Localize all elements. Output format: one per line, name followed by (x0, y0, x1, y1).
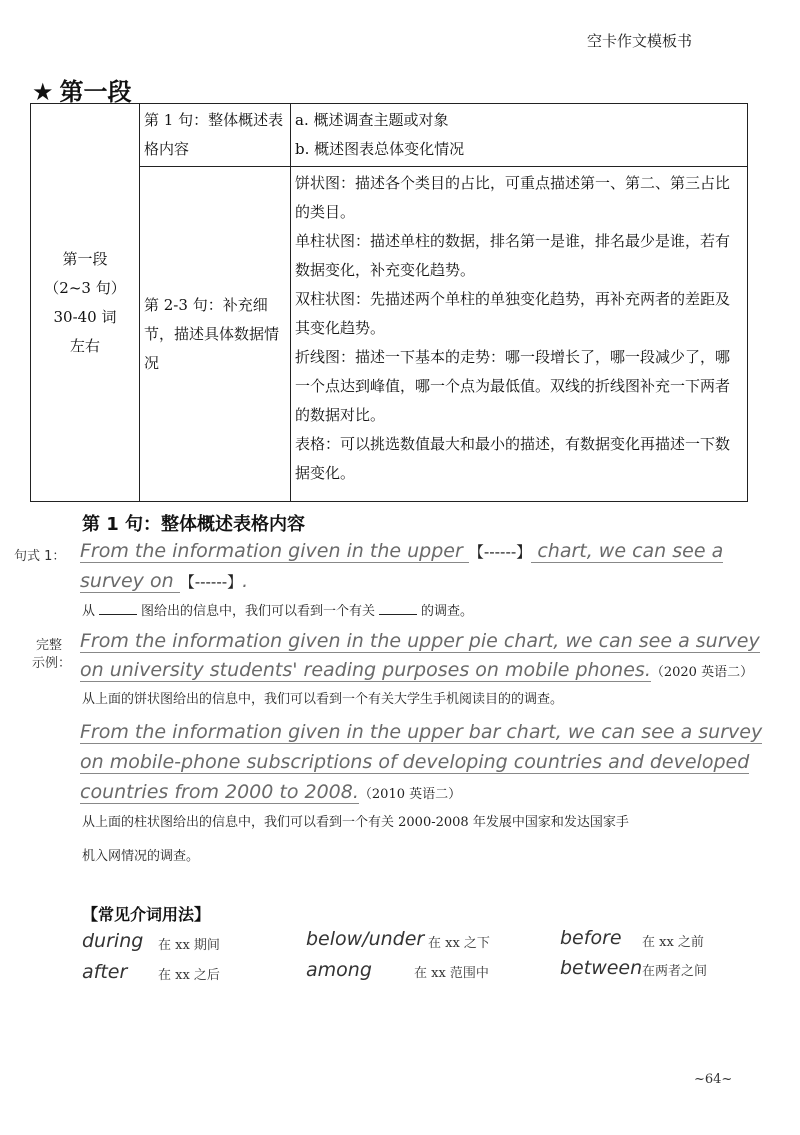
fill-blank (379, 602, 417, 615)
pattern-text: chart, we can see a (531, 540, 724, 562)
example-1-line-1 (80, 630, 760, 652)
sentence-2-content (291, 167, 748, 502)
preposition-meaning: 在两者之间 (642, 964, 708, 979)
pattern-line-1 (80, 540, 723, 562)
example-text: countries from 2000 to 2008. (80, 781, 359, 803)
list-item: 折线图：描述一下基本的走势：哪一段增长了，哪一段减少了，哪一个点达到峰值，哪一个点为最低值。双线的折线图补充一下两者的数据对比。 (295, 348, 731, 424)
example-1-translation: 从上面的饼状图给出的信息中，我们可以看到一个有关大学生手机阅读目的的调查。 (82, 692, 564, 707)
source-tag: （2020 英语二） (650, 665, 754, 680)
section-title: 第一段 (59, 78, 132, 106)
sentence-count: （2~3 句） (44, 278, 126, 297)
sentence-1-content (291, 104, 748, 167)
preposition-term: after (82, 961, 128, 983)
preposition-term: among (306, 959, 372, 981)
example-text: on mobile-phone subscriptions of developing countries and developed (80, 751, 750, 773)
pattern-text: From the information given in the upper (80, 540, 469, 562)
page-number: ~64~ (694, 1072, 733, 1087)
example-2-line-3 (80, 781, 461, 803)
paragraph-cell (31, 104, 140, 502)
preposition-meaning: 在 xx 之后 (158, 968, 220, 983)
preposition-meaning: 在 xx 范围中 (414, 966, 489, 981)
word-count: 30-40 词 (53, 307, 117, 326)
list-item: 饼状图：描述各个类目的占比，可重点描述第一、第二、第三占比的类目。 (295, 174, 731, 221)
translation-text: 从 (82, 604, 96, 619)
paragraph-label: 第一段 (62, 249, 108, 268)
pattern-line-2 (80, 570, 248, 592)
blank-bracket: 【------】 (179, 573, 243, 591)
list-item: 单柱状图：描述单柱的数据，排名第一是谁，排名最少是谁，若有数据变化，补充变化趋势。 (295, 232, 731, 279)
list-item: a. 概述调查主题或对象 (295, 111, 449, 129)
example-2-translation-1: 从上面的柱状图给出的信息中，我们可以看到一个有关 2000-2008 年发展中国家和发达国家手 (82, 815, 629, 830)
example-text: on university students' reading purposes on mobile phones. (80, 659, 651, 681)
sentence-1-label: 第 1 句：整体概述表格内容 (140, 104, 291, 167)
pattern-label: 句式 1： (14, 549, 66, 564)
example-2-translation-2: 机入网情况的调查。 (82, 849, 200, 864)
subheading: 第 1 句：整体概述表格内容 (82, 514, 306, 535)
example-label-2: 示例： (32, 656, 72, 671)
preposition-term: below/under (306, 928, 425, 950)
table-row (31, 104, 748, 167)
outline-table (30, 103, 748, 502)
translation-text: 图给出的信息中，我们可以看到一个有关 (141, 604, 376, 619)
list-item: 表格：可以挑选数值最大和最小的描述，有数据变化再描述一下数据变化。 (295, 435, 731, 482)
preposition-term: before (560, 927, 622, 949)
pattern-text: . (242, 570, 249, 592)
running-head: 空卡作文模板书 (586, 32, 692, 50)
example-2-line-2 (80, 751, 749, 773)
sentence-2-label: 第 2-3 句：补充细节，描述具体数据情况 (140, 167, 291, 502)
star-icon: ★ (32, 78, 54, 106)
example-1-line-2 (80, 659, 753, 681)
word-count-suffix: 左右 (69, 336, 100, 355)
preposition-meaning: 在 xx 之前 (642, 935, 704, 950)
list-item: b. 概述图表总体变化情况 (295, 140, 465, 158)
fill-blank (99, 602, 137, 615)
list-item: 双柱状图：先描述两个单柱的单独变化趋势，再补充两者的差距及其变化趋势。 (295, 290, 731, 337)
example-text: From the information given in the upper pie chart, we can see a survey (80, 630, 760, 652)
example-text: From the information given in the upper bar chart, we can see a survey (80, 721, 763, 743)
preposition-term: during (82, 930, 144, 952)
example-label-1: 完整 (36, 638, 63, 653)
section-heading (32, 72, 132, 107)
blank-bracket: 【------】 (468, 543, 532, 561)
prepositions-title: 【常见介词用法】 (82, 905, 211, 924)
preposition-meaning: 在 xx 期间 (158, 938, 220, 953)
preposition-meaning: 在 xx 之下 (428, 936, 490, 951)
pattern-translation (82, 600, 473, 619)
preposition-term: between (560, 957, 643, 979)
source-tag: （2010 英语二） (358, 787, 462, 802)
translation-text: 的调查。 (421, 604, 474, 619)
pattern-text: survey on (80, 570, 180, 592)
example-2-line-1 (80, 721, 762, 743)
